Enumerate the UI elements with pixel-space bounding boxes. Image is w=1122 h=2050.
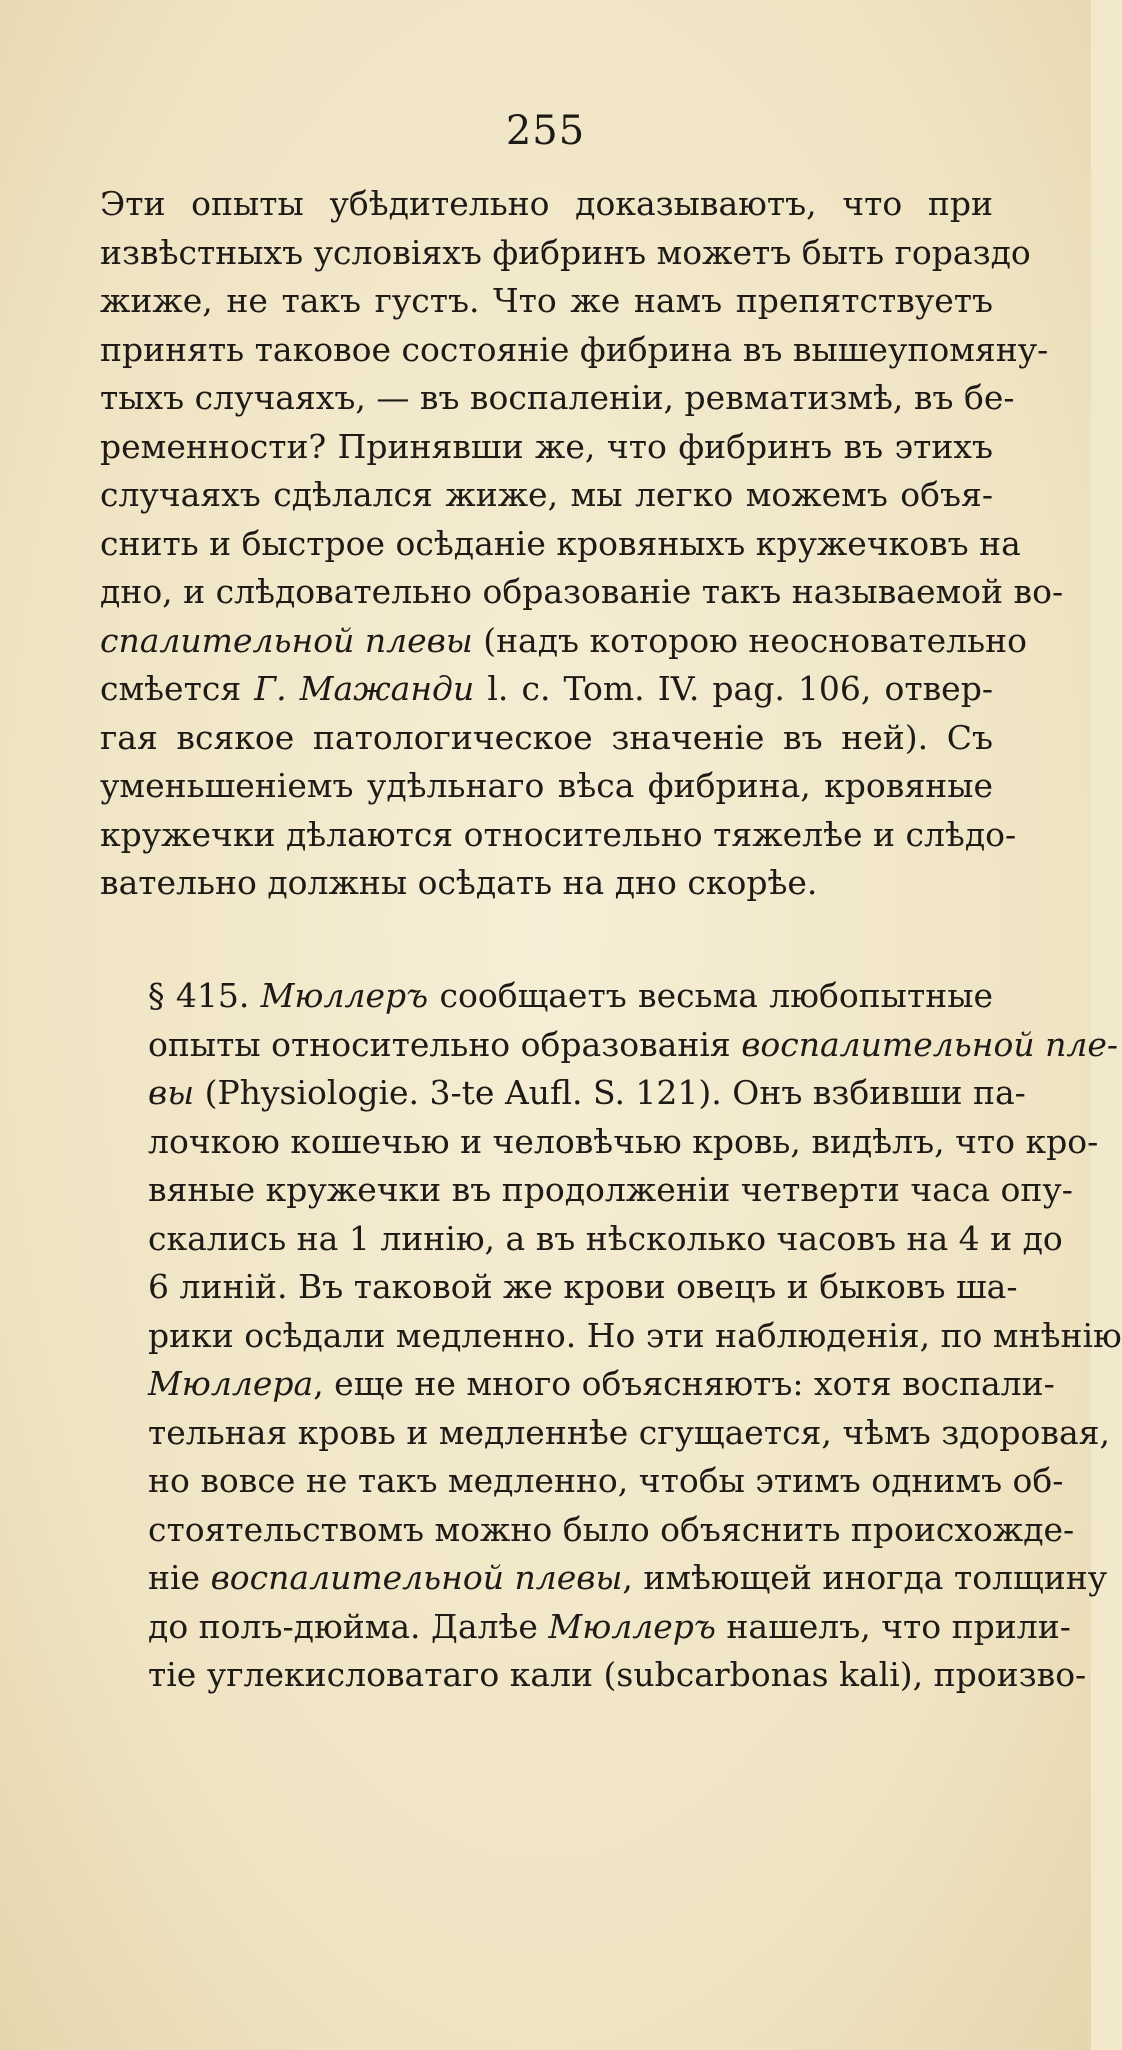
text-line bbox=[100, 665, 993, 714]
text-segment: кружечки дѣлаются относительно тяжелѣе и слѣдо- bbox=[100, 814, 1017, 854]
text-line bbox=[100, 423, 993, 472]
text-segment: гая всякое патологическое значеніе въ ней). Съ bbox=[100, 717, 993, 757]
text-line bbox=[100, 1651, 1087, 1700]
text-segment: § 415. bbox=[148, 976, 261, 1015]
text-segment: ременности? Принявши же, что фибринъ въ этихъ bbox=[100, 426, 993, 466]
text-line bbox=[100, 1263, 1018, 1312]
text-segment: снить и быстрое осѣданіе кровяныхъ кружечковъ на bbox=[100, 523, 1021, 563]
text-line bbox=[100, 520, 1021, 569]
text-line bbox=[100, 859, 993, 908]
paragraph-fibrin bbox=[100, 180, 1064, 908]
text-segment: но вовсе не такъ медленно, чтобы этимъ однимъ об- bbox=[148, 1461, 1064, 1500]
text-line bbox=[100, 1506, 1075, 1555]
text-segment: воспалительной пле- bbox=[741, 1024, 1119, 1064]
text-segment: ніе bbox=[148, 1558, 211, 1597]
text-segment: Мюллеръ bbox=[260, 976, 429, 1015]
text-segment: (Physiologie. 3-te Aufl. S. 121). Онъ взбивши па- bbox=[194, 1073, 1026, 1112]
text-segment: Мюллера bbox=[148, 1364, 314, 1403]
text-segment: случаяхъ сдѣлался жиже, мы легко можемъ объя- bbox=[100, 475, 993, 514]
text-line bbox=[100, 1603, 1071, 1652]
text-line bbox=[100, 1457, 1064, 1506]
paragraph-section-415 bbox=[100, 972, 1122, 1700]
text-segment: рики осѣдали медленно. Но эти наблюденія, по мнѣнію bbox=[148, 1315, 1122, 1355]
text-segment: уменьшеніемъ удѣльнаго вѣса фибрина, кровяные bbox=[100, 766, 993, 805]
text-line bbox=[100, 471, 993, 520]
text-segment: воспалительной плевы bbox=[210, 1558, 623, 1597]
text-segment: жиже, не такъ густъ. Что же намъ препятствуетъ bbox=[100, 281, 993, 320]
text-segment: тіе углекисловатаго кали (subcarbonas kali), произво- bbox=[148, 1655, 1087, 1694]
text-segment: Мюллеръ bbox=[548, 1606, 716, 1646]
text-segment: вательно должны осѣдать на дно скорѣе. bbox=[100, 863, 818, 902]
text-line bbox=[100, 1554, 1108, 1603]
text-segment: лочкою кошечью и человѣчью кровь, видѣлъ, что кро- bbox=[148, 1121, 1099, 1161]
text-segment: извѣстныхъ условіяхъ фибринъ можетъ быть гораздо bbox=[100, 232, 1031, 272]
text-segment: нашелъ, что прили- bbox=[715, 1606, 1071, 1646]
text-segment: (надъ которою неосновательно bbox=[472, 620, 1027, 660]
text-segment: принять таковое состояніе фибрина въ вышеупомяну- bbox=[100, 329, 1049, 369]
text-line bbox=[100, 1360, 1055, 1409]
text-line bbox=[100, 1166, 1073, 1215]
text-segment: дно, и слѣдовательно образованіе такъ называемой во- bbox=[100, 572, 1064, 611]
text-line bbox=[100, 972, 993, 1021]
text-segment: смѣется bbox=[100, 669, 255, 708]
text-segment: спалительной плевы bbox=[100, 620, 473, 660]
text-line bbox=[100, 1118, 1099, 1167]
text-line bbox=[100, 568, 1064, 617]
page-number: 255 bbox=[505, 108, 586, 154]
text-segment: вяные кружечки въ продолженіи четверти часа опу- bbox=[148, 1170, 1073, 1209]
text-line bbox=[100, 1215, 1063, 1264]
text-line bbox=[100, 180, 993, 229]
text-line bbox=[100, 229, 1031, 278]
text-line bbox=[100, 762, 993, 811]
text-line bbox=[100, 277, 993, 326]
text-line bbox=[100, 617, 1027, 666]
text-line bbox=[100, 1312, 1122, 1361]
text-segment: , имѣющей иногда толщину bbox=[622, 1558, 1108, 1597]
text-line bbox=[100, 326, 1049, 375]
text-line bbox=[100, 1409, 1110, 1458]
text-line bbox=[100, 714, 993, 763]
text-line bbox=[100, 811, 1017, 860]
text-segment: вы bbox=[148, 1073, 195, 1112]
text-segment: тыхъ случаяхъ, — въ воспаленіи, ревматизмѣ, въ бе- bbox=[100, 378, 1015, 417]
text-segment: сообщаетъ весьма любопытные bbox=[428, 976, 993, 1015]
text-line bbox=[100, 374, 1015, 423]
text-segment: до полъ-дюйма. Далѣе bbox=[148, 1606, 549, 1646]
text-line bbox=[100, 1021, 1119, 1070]
text-segment: тельная кровь и медленнѣе сгущается, чѣмъ здоровая, bbox=[148, 1412, 1110, 1452]
text-segment: , еще не много объясняютъ: хотя воспали- bbox=[313, 1364, 1055, 1403]
text-segment: стоятельствомъ можно было объяснить происхожде- bbox=[148, 1509, 1075, 1549]
text-segment: Эти опыты убѣдительно доказываютъ, что при bbox=[100, 184, 993, 223]
text-line bbox=[100, 1069, 1026, 1118]
text-segment: 6 линій. Въ таковой же крови овецъ и быковъ ша- bbox=[148, 1267, 1018, 1306]
text-segment: Г. Мажанди bbox=[254, 669, 475, 708]
text-segment: скались на 1 линію, а въ нѣсколько часовъ на 4 и до bbox=[148, 1218, 1063, 1258]
text-segment: опыты относительно образованія bbox=[148, 1024, 742, 1064]
text-segment: l. c. Tom. IV. pag. 106, отвер- bbox=[474, 669, 993, 708]
